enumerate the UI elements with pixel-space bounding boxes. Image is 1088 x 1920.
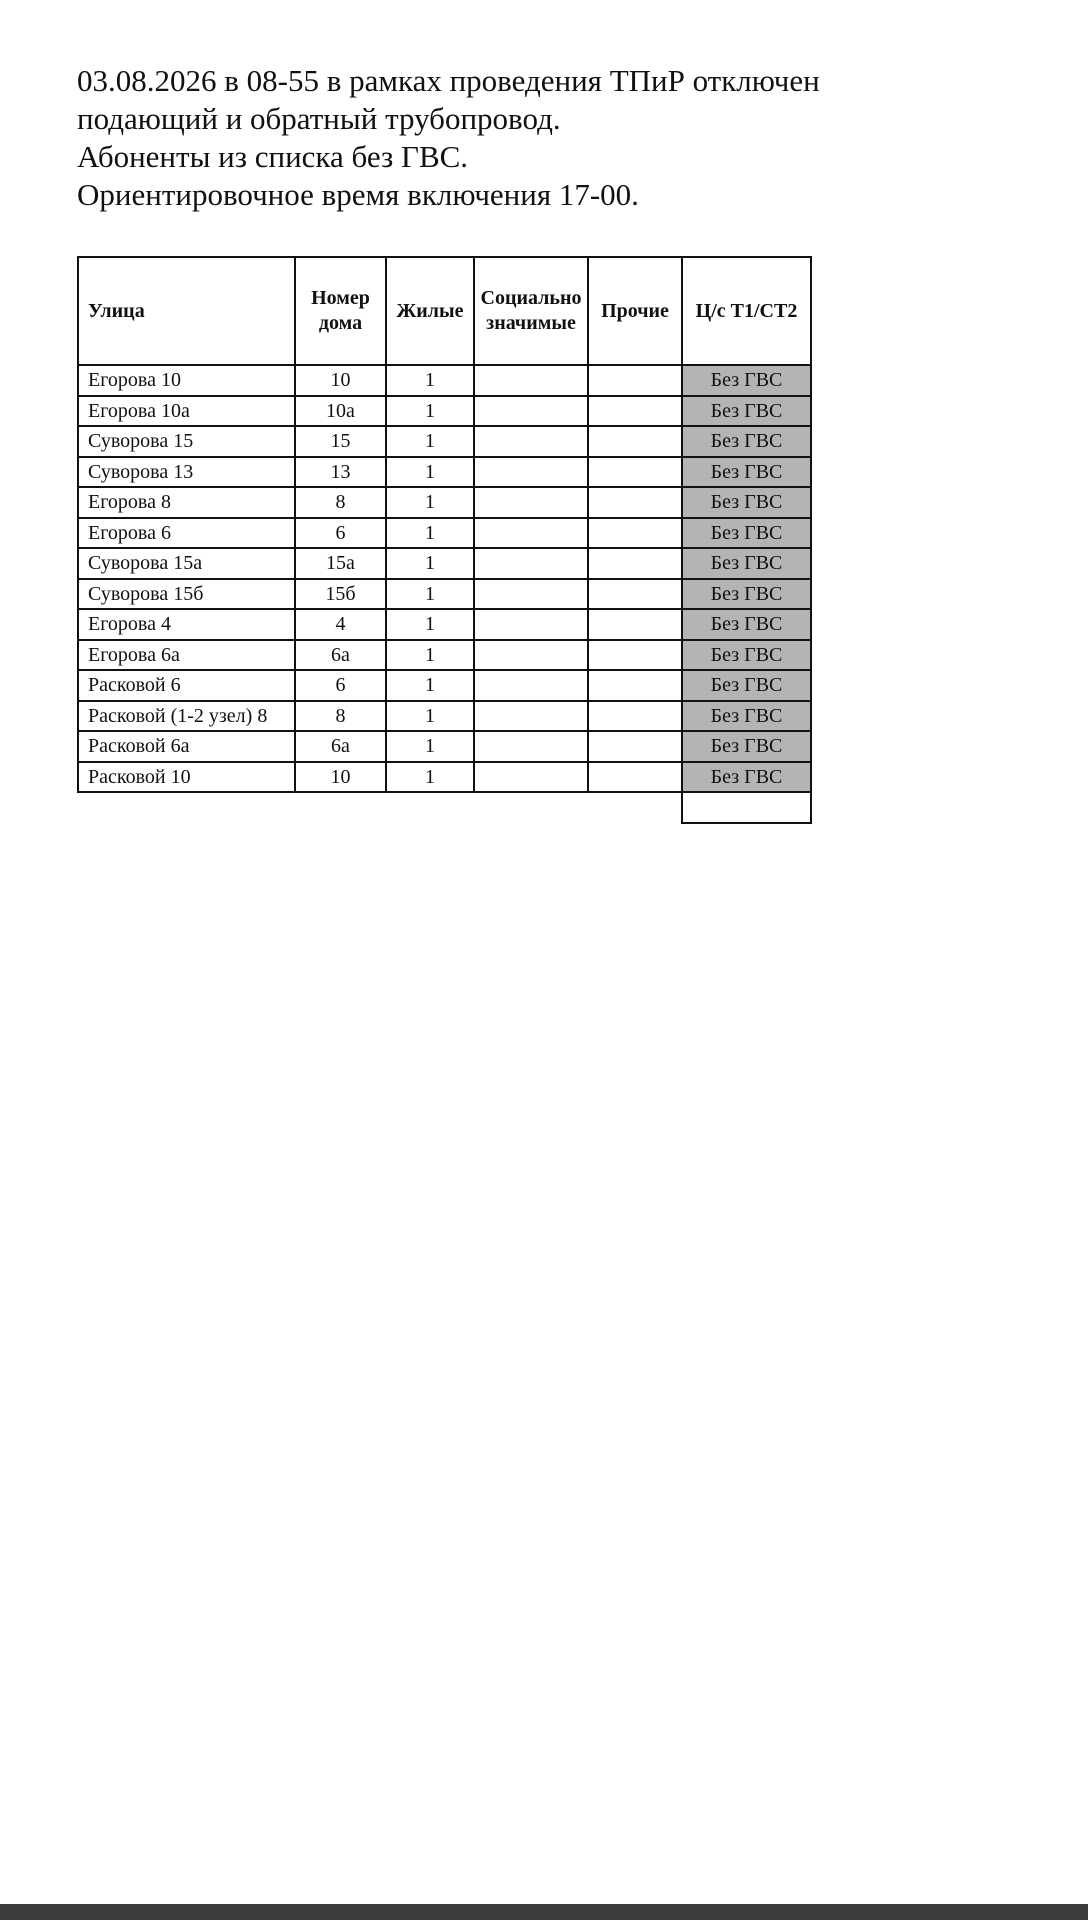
cell-house-number: 6а — [295, 640, 386, 671]
blank-space — [386, 792, 474, 823]
cell-house-number: 8 — [295, 701, 386, 732]
cell-other — [588, 518, 682, 549]
cell-status: Без ГВС — [682, 670, 811, 701]
cell-status: Без ГВС — [682, 579, 811, 610]
table-header-row — [78, 257, 811, 365]
cell-residential: 1 — [386, 701, 474, 732]
table-row — [78, 548, 811, 579]
table-row — [78, 457, 811, 488]
cell-street: Расковой 6 — [78, 670, 295, 701]
cell-residential: 1 — [386, 457, 474, 488]
cell-other — [588, 365, 682, 396]
blank-space — [78, 792, 295, 823]
table-row — [78, 609, 811, 640]
cell-social — [474, 518, 588, 549]
cell-residential: 1 — [386, 609, 474, 640]
cell-other — [588, 457, 682, 488]
cell-residential: 1 — [386, 518, 474, 549]
cell-house-number: 15б — [295, 579, 386, 610]
table-row — [78, 731, 811, 762]
cell-street: Суворова 15б — [78, 579, 295, 610]
table-row — [78, 518, 811, 549]
cell-street: Егорова 8 — [78, 487, 295, 518]
cell-residential: 1 — [386, 670, 474, 701]
cell-house-number: 6 — [295, 670, 386, 701]
cell-street: Расковой (1-2 узел) 8 — [78, 701, 295, 732]
bottom-bar — [0, 1904, 1088, 1920]
cell-house-number: 10а — [295, 396, 386, 427]
outage-notice — [77, 62, 1037, 214]
cell-other — [588, 731, 682, 762]
cell-social — [474, 396, 588, 427]
cell-status: Без ГВС — [682, 487, 811, 518]
cell-residential: 1 — [386, 548, 474, 579]
table-row — [78, 365, 811, 396]
cell-street: Егорова 4 — [78, 609, 295, 640]
header-house-number: Номер дома — [295, 257, 386, 365]
cell-social — [474, 426, 588, 457]
cell-status: Без ГВС — [682, 457, 811, 488]
header-street: Улица — [78, 257, 295, 365]
table-row — [78, 762, 811, 793]
cell-social — [474, 457, 588, 488]
cell-street: Расковой 10 — [78, 762, 295, 793]
cell-other — [588, 396, 682, 427]
blank-space — [295, 792, 386, 823]
cell-other — [588, 548, 682, 579]
cell-status: Без ГВС — [682, 762, 811, 793]
cell-street: Егорова 10а — [78, 396, 295, 427]
cell-status: Без ГВС — [682, 518, 811, 549]
cell-street: Егорова 10 — [78, 365, 295, 396]
cell-other — [588, 609, 682, 640]
cell-house-number: 15 — [295, 426, 386, 457]
cell-street: Егорова 6а — [78, 640, 295, 671]
cell-status: Без ГВС — [682, 701, 811, 732]
cell-status: Без ГВС — [682, 731, 811, 762]
cell-other — [588, 701, 682, 732]
cell-residential: 1 — [386, 640, 474, 671]
cell-other — [588, 670, 682, 701]
table-row — [78, 426, 811, 457]
notice-line: Абоненты из списка без ГВС. — [77, 139, 469, 174]
table-row — [78, 701, 811, 732]
table-row — [78, 579, 811, 610]
cell-social — [474, 579, 588, 610]
cell-status: Без ГВС — [682, 548, 811, 579]
table-body — [78, 365, 811, 823]
cell-status: Без ГВС — [682, 396, 811, 427]
cell-social — [474, 731, 588, 762]
notice-line: Ориентировочное время включения 17-00. — [77, 177, 639, 212]
cell-social — [474, 487, 588, 518]
cell-house-number: 15а — [295, 548, 386, 579]
cell-residential: 1 — [386, 487, 474, 518]
cell-house-number: 6 — [295, 518, 386, 549]
cell-social — [474, 640, 588, 671]
table-row — [78, 640, 811, 671]
table-row — [78, 487, 811, 518]
cell-residential: 1 — [386, 731, 474, 762]
cell-status: Без ГВС — [682, 640, 811, 671]
cell-social — [474, 762, 588, 793]
blank-space — [588, 792, 682, 823]
cell-other — [588, 579, 682, 610]
cell-street: Егорова 6 — [78, 518, 295, 549]
header-social: Социально значимые — [474, 257, 588, 365]
cell-street: Расковой 6а — [78, 731, 295, 762]
cell-other — [588, 640, 682, 671]
cell-house-number: 10 — [295, 762, 386, 793]
cell-social — [474, 548, 588, 579]
table-row — [78, 670, 811, 701]
cell-residential: 1 — [386, 396, 474, 427]
cell-residential: 1 — [386, 426, 474, 457]
cell-residential: 1 — [386, 762, 474, 793]
cell-other — [588, 762, 682, 793]
header-residential: Жилые — [386, 257, 474, 365]
header-heating-point: Ц/с Т1/СТ2 — [682, 257, 811, 365]
cell-status: Без ГВС — [682, 426, 811, 457]
cell-other — [588, 426, 682, 457]
header-other: Прочие — [588, 257, 682, 365]
cell-status: Без ГВС — [682, 365, 811, 396]
cell-social — [474, 701, 588, 732]
cell-street: Суворова 15а — [78, 548, 295, 579]
notice-line: подающий и обратный трубопровод. — [77, 101, 561, 136]
blank-space — [474, 792, 588, 823]
cell-house-number: 10 — [295, 365, 386, 396]
cell-social — [474, 609, 588, 640]
cell-house-number: 4 — [295, 609, 386, 640]
cell-street: Суворова 15 — [78, 426, 295, 457]
cell-street: Суворова 13 — [78, 457, 295, 488]
cell-status: Без ГВС — [682, 609, 811, 640]
cell-residential: 1 — [386, 365, 474, 396]
outage-table — [77, 256, 812, 824]
notice-line: 03.08.2026 в 08-55 в рамках проведения ТПиР отключен — [77, 63, 820, 98]
table-row — [78, 396, 811, 427]
cell-other — [588, 487, 682, 518]
empty-cell — [682, 792, 811, 823]
cell-social — [474, 365, 588, 396]
cell-house-number: 8 — [295, 487, 386, 518]
cell-residential: 1 — [386, 579, 474, 610]
cell-house-number: 6а — [295, 731, 386, 762]
cell-social — [474, 670, 588, 701]
table-trailing-row — [78, 792, 811, 823]
cell-house-number: 13 — [295, 457, 386, 488]
